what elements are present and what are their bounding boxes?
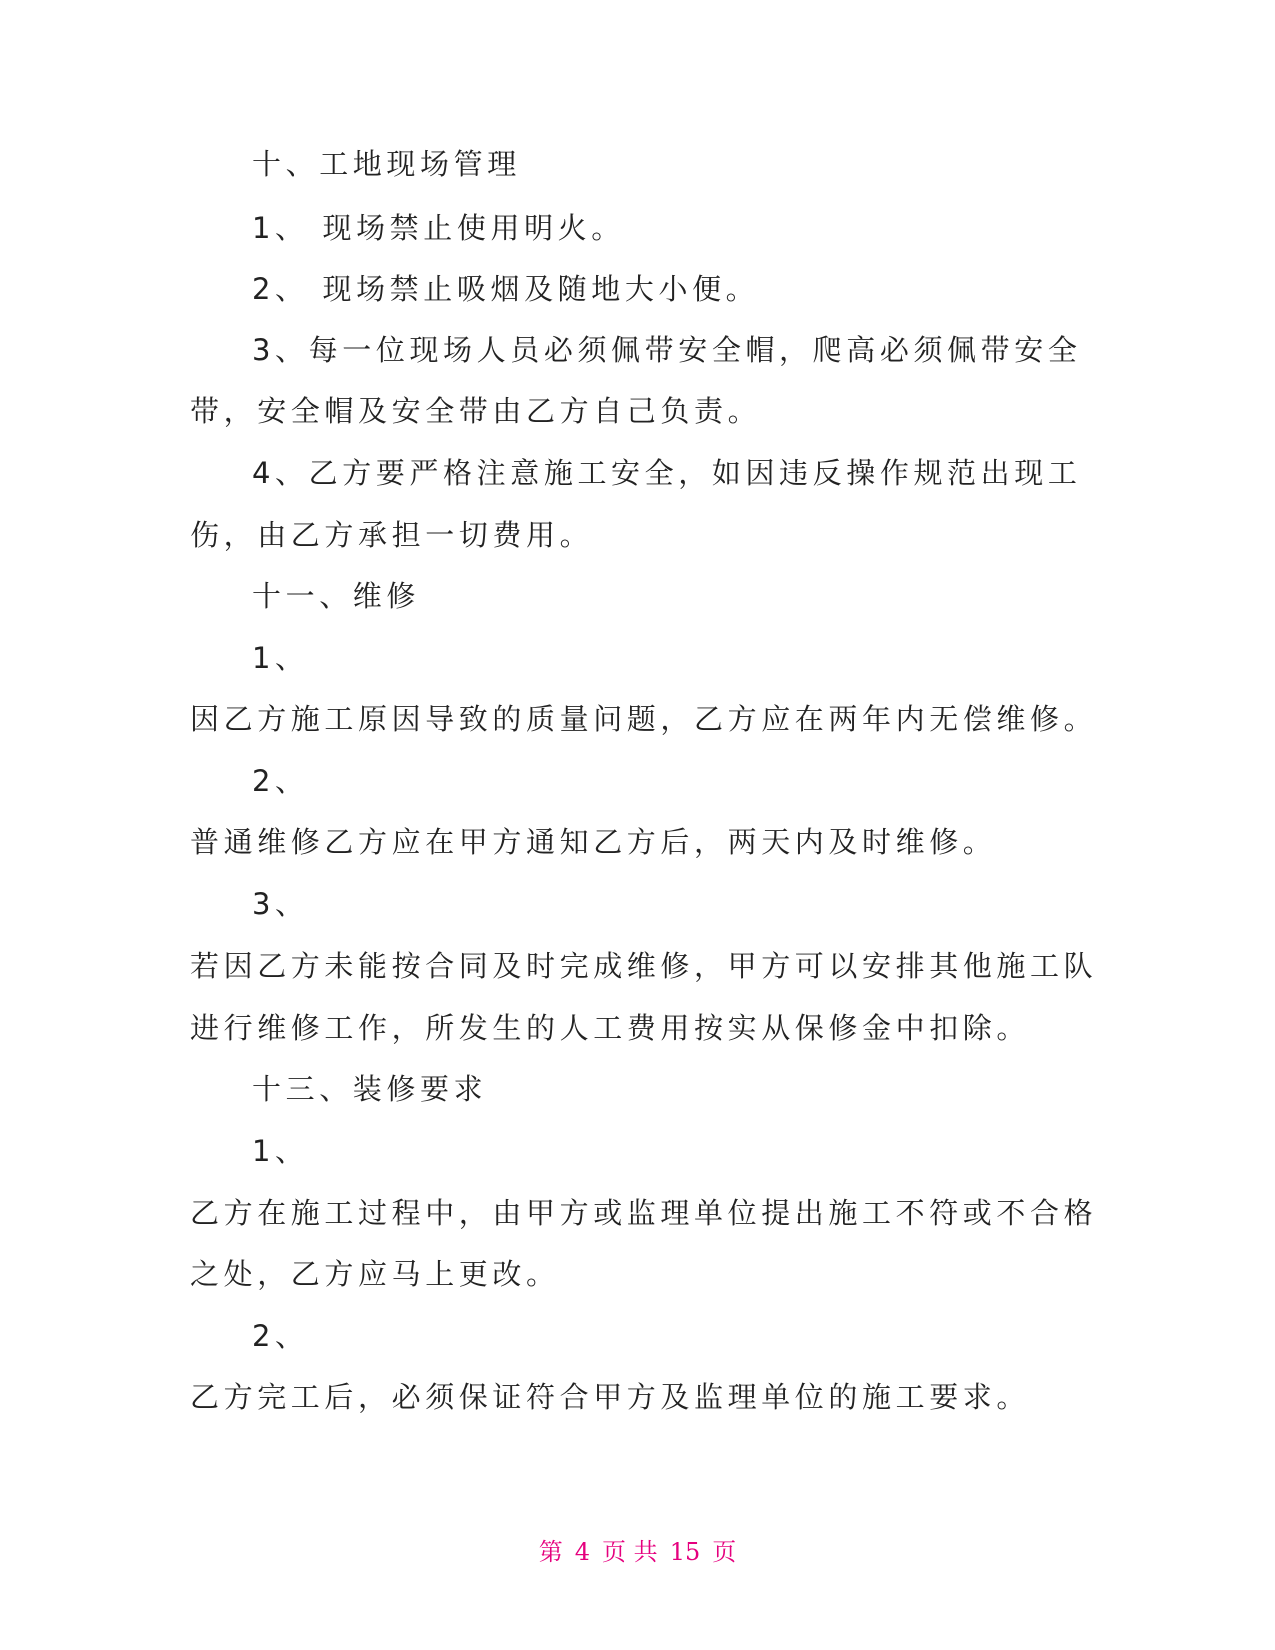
paragraph-line: 乙方在施工过程中，由甲方或监理单位提出施工不符或不合格	[190, 1196, 1098, 1230]
section-heading-maintenance: 十一、维修	[252, 579, 421, 613]
paragraph-line: 普通维修乙方应在甲方通知乙方后，两天内及时维修。	[190, 825, 997, 859]
paragraph-line: 因乙方施工原因导致的质量问题，乙方应在两年内无偿维修。	[190, 702, 1098, 736]
list-number: 3、	[252, 887, 309, 921]
paragraph-line: 2、 现场禁止吸烟及随地大小便。	[252, 272, 760, 306]
footer-suffix: 页	[712, 1538, 737, 1566]
footer-total-pages: 15	[669, 1538, 701, 1566]
paragraph-line: 乙方完工后，必须保证符合甲方及监理单位的施工要求。	[190, 1380, 1031, 1414]
section-heading-site-management: 十、工地现场管理	[252, 147, 521, 181]
paragraph-line: 伤，由乙方承担一切费用。	[190, 518, 594, 552]
paragraph-line: 3、每一位现场人员必须佩带安全帽，爬高必须佩带安全	[252, 333, 1082, 367]
paragraph-line: 1、 现场禁止使用明火。	[252, 211, 625, 245]
footer-middle: 页 共	[602, 1538, 658, 1566]
footer-prefix: 第	[538, 1538, 563, 1566]
list-number: 2、	[252, 764, 309, 798]
list-number: 1、	[252, 1134, 309, 1168]
paragraph-line: 4、乙方要严格注意施工安全，如因违反操作规范出现工	[252, 456, 1082, 490]
paragraph-line: 之处，乙方应马上更改。	[190, 1257, 560, 1291]
footer-current-page: 4	[574, 1538, 591, 1566]
paragraph-line: 若因乙方未能按合同及时完成维修，甲方可以安排其他施工队	[190, 949, 1098, 983]
list-number: 1、	[252, 641, 309, 675]
page-footer	[0, 1537, 1275, 1567]
paragraph-line: 带，安全帽及安全带由乙方自己负责。	[190, 394, 762, 428]
list-number: 2、	[252, 1319, 309, 1353]
paragraph-line: 进行维修工作，所发生的人工费用按实从保修金中扣除。	[190, 1011, 1031, 1045]
section-heading-decoration-requirements: 十三、装修要求	[252, 1072, 488, 1106]
